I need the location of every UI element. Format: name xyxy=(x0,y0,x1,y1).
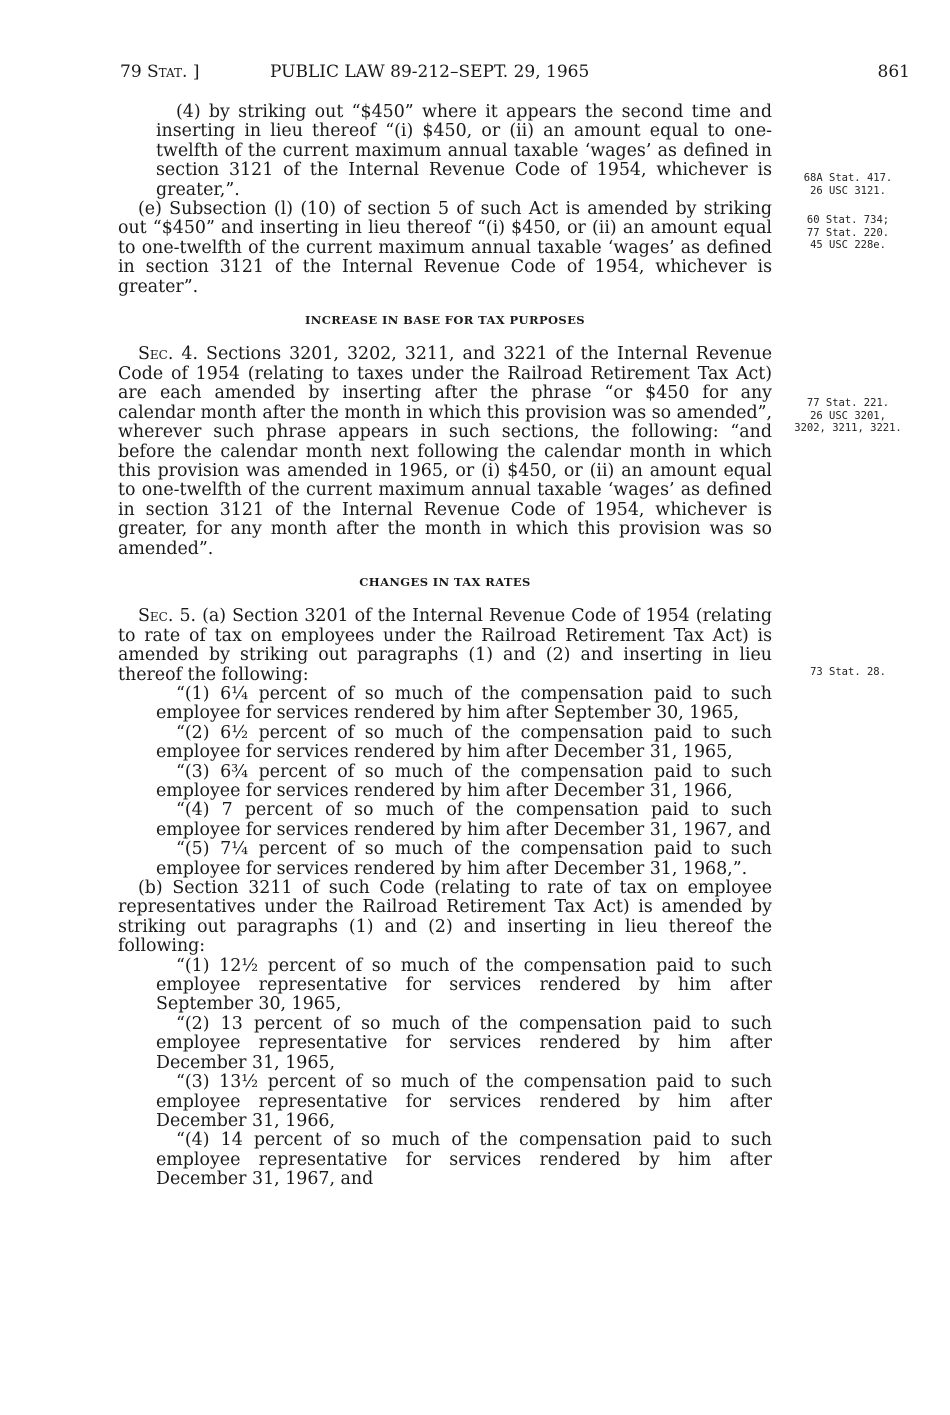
b-item: “(4) 14 percent of so much of the compensation paid to such employee representative for services rendered by him after December 31, 1967, and xyxy=(156,1130,772,1190)
a-item: “(3) 6¾ percent of so much of the compensation paid to such employee for services rendered by him after December 31, 1966, xyxy=(156,761,772,801)
a-item: “(5) 7¼ percent of so much of the compensation paid to such employee for services rendered by him after December 31, 1968,”. xyxy=(156,839,772,879)
page-number: 861 xyxy=(877,62,910,82)
margin-note-line: 26 USC 3121. xyxy=(810,184,886,197)
margin-note xyxy=(778,172,918,197)
margin-note xyxy=(778,397,918,435)
volume-reference: 79 Stat. ] xyxy=(120,62,200,82)
section-4-label: Sec. 4. xyxy=(138,344,198,365)
subsection-b: (b) Section 3211 of such Code (relating to rate of tax on employee representatives under the Railroad Retirement Tax Act) is amended by striking out paragraphs (1) and (2) and inserting in lieu thereof the following: xyxy=(118,878,772,957)
a-item: “(2) 6½ percent of so much of the compensation paid to such employee for services rendered by him after December 31, 1965, xyxy=(156,722,772,763)
section-4-text: Sections 3201, 3202, 3211, and 3221 of the Internal Revenue Code of 1954 (relating to taxes under the Railroad Retirement Tax Act) are each amended by inserting after the phrase “or $450 for any calendar month after the month in which this provision was so amended”, wherever such phrase appears in such sections, the following: “and before the calendar month next following the calendar month in which this provision was amended in 1965, or (i) $450, or (ii) an amount equal to one-twelfth of the current maximum annual taxable ‘wages’ as defined in section 3121 of the Internal Revenue Code of 1954, whichever is greater, for any month after the month in which this provision was so amended”. xyxy=(118,344,772,559)
margin-note xyxy=(778,214,918,252)
section-5-text: (a) Section 3201 of the Internal Revenue Code of 1954 (relating to rate of tax on employees under the Railroad Retirement Tax Act) is amended by striking out paragraphs (1) and (2) and inserting in lieu thereof the following: xyxy=(118,606,772,685)
a-item: “(4) 7 percent of so much of the compensation paid to such employee for services rendered by him after December 31, 1967, and xyxy=(156,800,772,840)
section-heading: INCREASE IN BASE FOR TAX PURPOSES xyxy=(305,313,585,328)
section-5 xyxy=(118,607,772,685)
section-5-label: Sec. 5. xyxy=(138,606,197,627)
margin-note-line: 68A Stat. 417. xyxy=(803,172,893,184)
b-item: “(2) 13 percent of so much of the compensation paid to such employee representative for services rendered by him after December 31, 1965, xyxy=(156,1013,772,1073)
section-heading: CHANGES IN TAX RATES xyxy=(359,574,531,589)
a-item: “(1) 6¼ percent of so much of the compensation paid to such employee for services rendered by him after September 30, 1965, xyxy=(156,683,772,724)
margin-note-line: 73 Stat. 28. xyxy=(810,666,886,678)
running-head xyxy=(120,62,910,86)
margin-note-line: 45 USC 228e. xyxy=(810,239,886,251)
b-item: “(3) 13½ percent of so much of the compensation paid to such employee representative for services rendered by him after December 31, 1966, xyxy=(156,1072,772,1131)
section-4 xyxy=(118,345,772,558)
margin-note xyxy=(778,666,918,679)
body-text xyxy=(118,103,772,1190)
margin-note-line: 77 Stat. 220. xyxy=(806,226,890,239)
b-item: “(1) 12½ percent of so much of the compensation paid to such employee representative for services rendered by him after September 30, 1965, xyxy=(156,955,772,1015)
margin-note-line: 60 Stat. 734; xyxy=(806,214,890,226)
page-title: PUBLIC LAW 89-212–SEPT. 29, 1965 xyxy=(270,62,590,82)
subsection-e: (e) Subsection (l) (10) of section 5 of such Act is amended by striking out “$450” and inserting in lieu thereof “(i) $450, or (ii) an amount equal to one-twelfth of the current maximum annual taxable ‘wages’ as defined in section 3121 of the Internal Revenue Code of 1954, whichever is greater”. xyxy=(118,199,772,297)
paragraph-4: (4) by striking out “$450” where it appears the second time and inserting in lieu thereof “(i) $450, or (ii) an amount equal to one-twelfth of the current maximum annual taxable ‘wages’ as defined in section 3121 of the Internal Revenue Code of 1954, whichever is greater,”. xyxy=(156,102,772,200)
margin-note-line: 26 USC 3201, xyxy=(810,409,886,422)
margin-note-line: 77 Stat. 221. xyxy=(806,397,890,409)
margin-note-line: 3202, 3211, 3221. xyxy=(794,422,902,434)
